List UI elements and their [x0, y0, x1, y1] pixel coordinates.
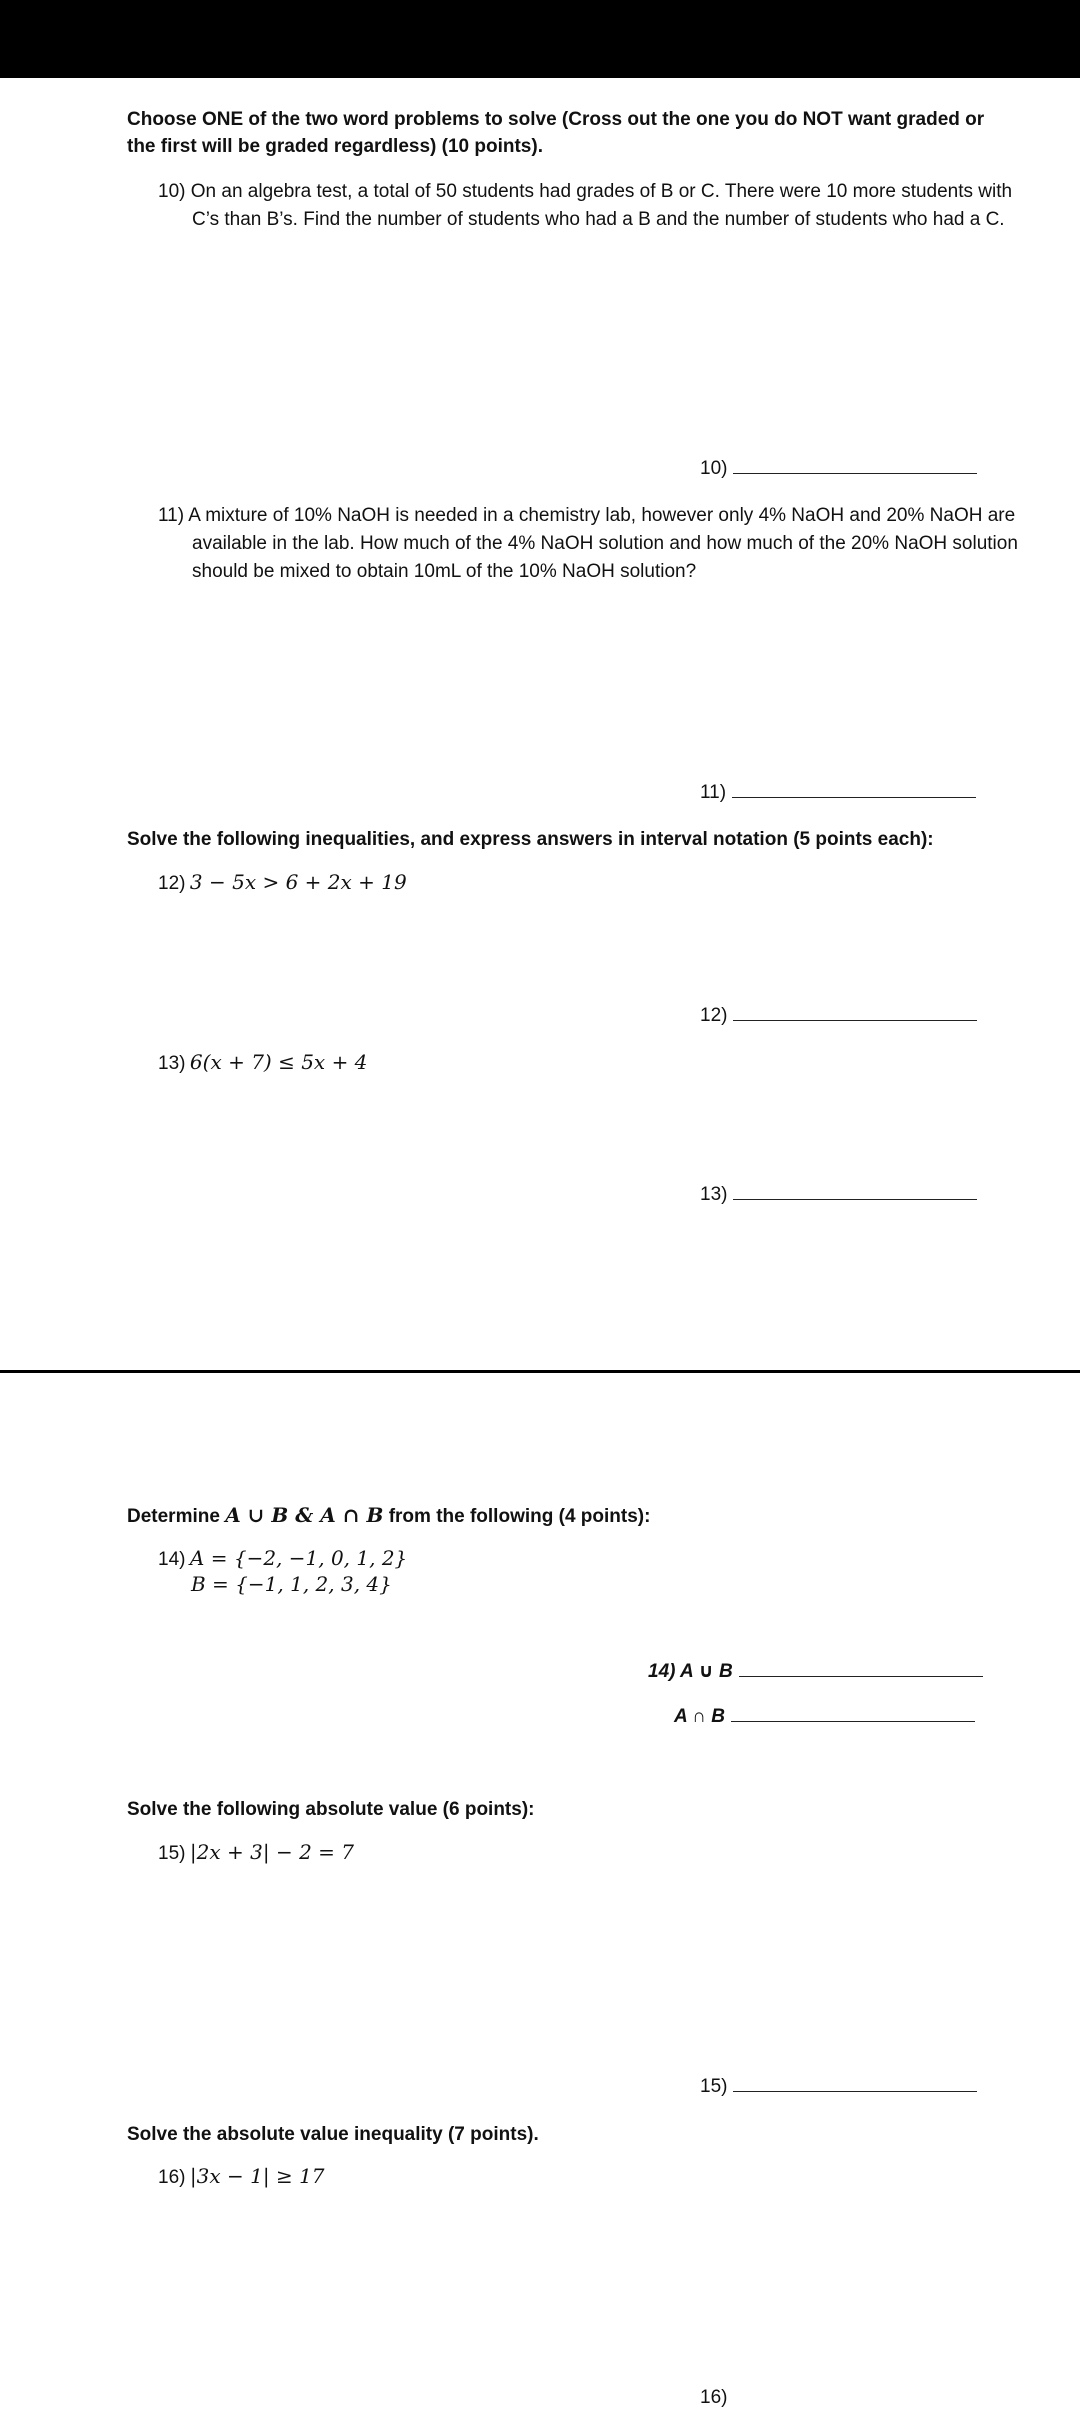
answer-10-blank[interactable] — [733, 472, 977, 474]
question-16 — [158, 2164, 325, 2192]
question-16-expr: |3x − 1| ≥ 17 — [189, 2164, 325, 2188]
question-11-text: A mixture of 10% NaOH is needed in a chemistry lab, however only 4% NaOH and 20% NaOH are available in the lab. How much of the 4% NaOH solution and how much of the 20% NaOH solution should be mixed to obtain 10mL of the 10% NaOH solution? — [188, 505, 1018, 582]
sets-instructions-math: A ∪ B & A ∩ B — [225, 1503, 384, 1527]
answer-14-union-label: 14) A ∪ B — [648, 1661, 733, 1682]
question-12 — [158, 870, 407, 898]
absolute-value-instructions: Solve the following absolute value (6 points): — [127, 1799, 535, 1820]
answer-14-intersection-blank[interactable] — [731, 1720, 975, 1722]
question-14 — [158, 1546, 407, 1574]
question-15-expr: |2x + 3| − 2 = 7 — [189, 1840, 354, 1864]
question-16-number: 16) — [158, 2167, 186, 2188]
question-12-number: 12) — [158, 873, 186, 894]
answer-11-label: 11) — [700, 782, 727, 803]
answer-12-blank[interactable] — [733, 1019, 977, 1021]
question-13 — [158, 1050, 367, 1078]
question-10-number: 10) — [158, 181, 186, 202]
question-13-expr: 6(x + 7) ≤ 5x + 4 — [189, 1050, 368, 1074]
question-14-set-a: A = {−2, −1, 0, 1, 2} — [189, 1546, 408, 1570]
answer-16 — [700, 2387, 727, 2409]
question-10-text: On an algebra test, a total of 50 students had grades of B or C. There were 10 more students with C’s than B’s. Find the number of students who had a B and the number of students who had a C. — [190, 181, 1013, 230]
question-12-expr: 3 − 5x > 6 + 2x + 19 — [189, 870, 407, 894]
sets-instructions — [127, 1502, 1017, 1530]
sets-instructions-pre: Determine — [127, 1506, 220, 1527]
answer-15 — [700, 2076, 977, 2098]
answer-14-intersection-label: A ∩ B — [674, 1706, 726, 1727]
answer-15-blank[interactable] — [733, 2090, 977, 2092]
word-problem-instructions: Choose ONE of the two word problems to solve (Cross out the one you do NOT want graded or the first will be graded regardless) (10 points). — [127, 109, 985, 157]
top-black-bar — [0, 0, 1080, 78]
answer-10-label: 10) — [700, 458, 728, 479]
question-15-number: 15) — [158, 1843, 186, 1864]
answer-10 — [700, 458, 977, 480]
answer-12-label: 12) — [700, 1005, 728, 1026]
question-10 — [158, 178, 1037, 234]
answer-13-label: 13) — [700, 1184, 728, 1205]
answer-13-blank[interactable] — [733, 1198, 977, 1200]
answer-11 — [700, 782, 976, 804]
answer-16-label: 16) — [700, 2387, 728, 2408]
answer-15-label: 15) — [700, 2076, 728, 2097]
question-13-number: 13) — [158, 1053, 186, 1074]
answer-14-union-blank[interactable] — [739, 1675, 983, 1677]
sets-instructions-post: from the following (4 points): — [388, 1506, 651, 1527]
question-11-number: 11) — [158, 505, 185, 526]
inequalities-instructions: Solve the following inequalities, and express answers in interval notation (5 points each): — [127, 829, 934, 850]
page-divider — [0, 1370, 1080, 1373]
answer-11-blank[interactable] — [732, 796, 976, 798]
question-15 — [158, 1840, 354, 1868]
question-11 — [158, 502, 1037, 586]
question-14-set-b-row — [191, 1572, 392, 1596]
question-14-number: 14) — [158, 1549, 186, 1570]
answer-14-intersection — [674, 1706, 975, 1728]
answer-14-union — [648, 1660, 983, 1683]
absolute-inequality-instructions: Solve the absolute value inequality (7 points). — [127, 2124, 539, 2145]
answer-13 — [700, 1184, 977, 1206]
question-14-set-b: B = {−1, 1, 2, 3, 4} — [191, 1572, 392, 1596]
answer-12 — [700, 1005, 977, 1027]
